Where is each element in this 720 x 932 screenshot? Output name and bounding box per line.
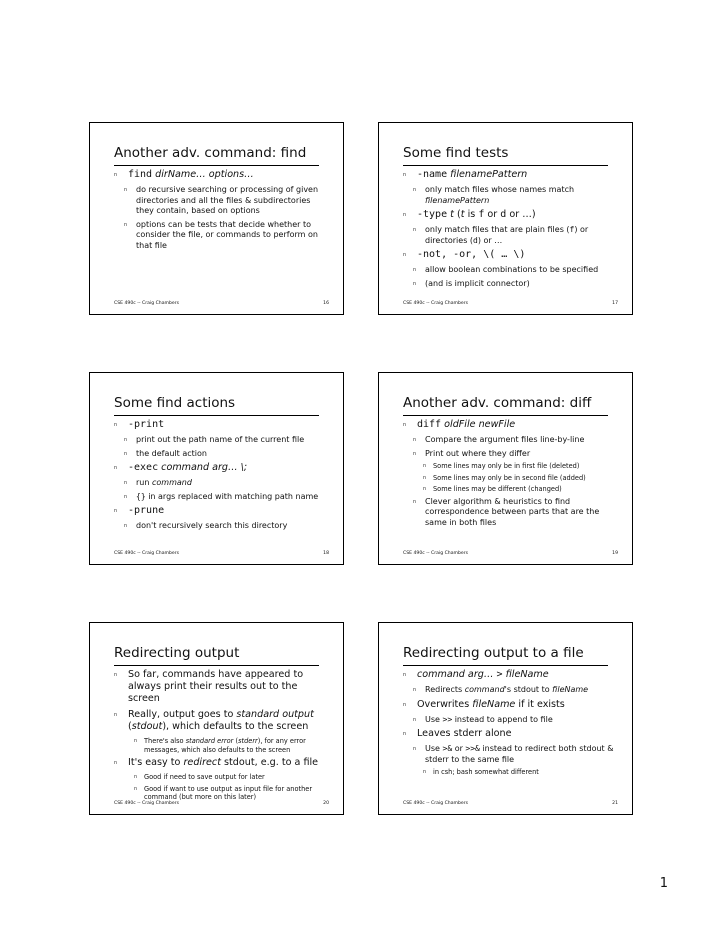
- sub-bullet: n do recursive searching or processing of given directories and all the files & subdirectories they contain, based on options: [114, 185, 329, 217]
- sub-bullet: n Print out where they differ: [403, 449, 618, 460]
- slide-title: Some find actions: [114, 395, 319, 416]
- slide-footer: CSE 490c -- Craig Chambers 16: [114, 301, 329, 306]
- slide-body: [403, 669, 618, 780]
- sub-sub-bullet: n Some lines may be different (changed): [403, 485, 618, 494]
- sub-bullet: n allow boolean combinations to be specified: [403, 265, 618, 276]
- bullet: n diff oldFile newFile: [403, 419, 618, 431]
- bullet: n It's easy to redirect stdout, e.g. to a file: [114, 757, 329, 769]
- slide-footer: CSE 490c -- Craig Chambers 20: [114, 801, 329, 806]
- sub-bullet: n There's also standard error (stderr), for any error messages, which also defaults to the screen: [114, 737, 329, 754]
- sub-bullet: n Use >> instead to append to file: [403, 715, 618, 726]
- slide-title: Redirecting output: [114, 645, 319, 666]
- sub-bullet: n Redirects command's stdout to fileName: [403, 685, 618, 696]
- sub-bullet: n Clever algorithm & heuristics to find correspondence between parts that are the same in both files: [403, 497, 618, 529]
- slide-20: [89, 622, 344, 815]
- slide-number: 18: [323, 551, 329, 556]
- sub-bullet: n only match files that are plain files (f) or directories (d) or …: [403, 225, 618, 246]
- sub-bullet: n Compare the argument files line-by-line: [403, 435, 618, 446]
- slide-body: [403, 169, 618, 292]
- sub-bullet: n run command: [114, 478, 329, 489]
- slide-title: Another adv. command: find: [114, 145, 319, 166]
- slide-number: 21: [612, 801, 618, 806]
- bullet: n So far, commands have appeared to always print their results out to the screen: [114, 669, 329, 705]
- bullet: n find dirName… options…: [114, 169, 329, 181]
- sub-bullet: n the default action: [114, 449, 329, 460]
- slide-21: [378, 622, 633, 815]
- sub-sub-bullet: n Some lines may only be in second file (added): [403, 474, 618, 483]
- sub-bullet: n Good if need to save output for later: [114, 773, 329, 782]
- slide-number: 16: [323, 301, 329, 306]
- sub-bullet: n Good if want to use output as input file for another command (but more on this later): [114, 785, 329, 802]
- slide-body: [114, 419, 329, 535]
- slide-number: 19: [612, 551, 618, 556]
- slide-body: [114, 669, 329, 805]
- bullet: n -exec command arg… \;: [114, 462, 329, 474]
- slide-16: [89, 122, 344, 315]
- bullet: n command arg… > fileName: [403, 669, 618, 681]
- slide-title: Another adv. command: diff: [403, 395, 608, 416]
- sub-bullet: n Use >& or >>& instead to redirect both stdout & stderr to the same file: [403, 744, 618, 765]
- slide-footer: CSE 490c -- Craig Chambers 21: [403, 801, 618, 806]
- sub-sub-bullet: n in csh; bash somewhat different: [403, 768, 618, 777]
- sub-sub-bullet: n Some lines may only be in first file (deleted): [403, 462, 618, 471]
- sub-bullet: n only match files whose names match filenamePattern: [403, 185, 618, 206]
- slide-19: [378, 372, 633, 565]
- slide-body: [403, 419, 618, 531]
- slide-footer: CSE 490c -- Craig Chambers 18: [114, 551, 329, 556]
- sub-bullet: n print out the path name of the current file: [114, 435, 329, 446]
- bullet: n -name filenamePattern: [403, 169, 618, 181]
- bullet: n Leaves stderr alone: [403, 728, 618, 740]
- sub-bullet: n options can be tests that decide whether to consider the file, or commands to perform on that file: [114, 220, 329, 252]
- bullet: n -prune: [114, 505, 329, 517]
- slide-footer: CSE 490c -- Craig Chambers 17: [403, 301, 618, 306]
- slide-title: Redirecting output to a file: [403, 645, 608, 666]
- sub-bullet: n {} in args replaced with matching path name: [114, 492, 329, 503]
- bullet: n Overwrites fileName if it exists: [403, 699, 618, 711]
- sub-bullet: n don't recursively search this directory: [114, 521, 329, 532]
- slide-18: [89, 372, 344, 565]
- bullet: n -not, -or, \( … \): [403, 249, 618, 261]
- bullet: n -print: [114, 419, 329, 431]
- slide-number: 20: [323, 801, 329, 806]
- bullet: n -type t (t is f or d or …): [403, 209, 618, 221]
- bullet: n Really, output goes to standard output (stdout), which defaults to the screen: [114, 709, 329, 733]
- sub-bullet: n (and is implicit connector): [403, 279, 618, 290]
- slide-footer: CSE 490c -- Craig Chambers 19: [403, 551, 618, 556]
- slide-number: 17: [612, 301, 618, 306]
- slide-title: Some find tests: [403, 145, 608, 166]
- page-number: 1: [659, 876, 668, 891]
- slide-body: [114, 169, 329, 254]
- slide-17: [378, 122, 633, 315]
